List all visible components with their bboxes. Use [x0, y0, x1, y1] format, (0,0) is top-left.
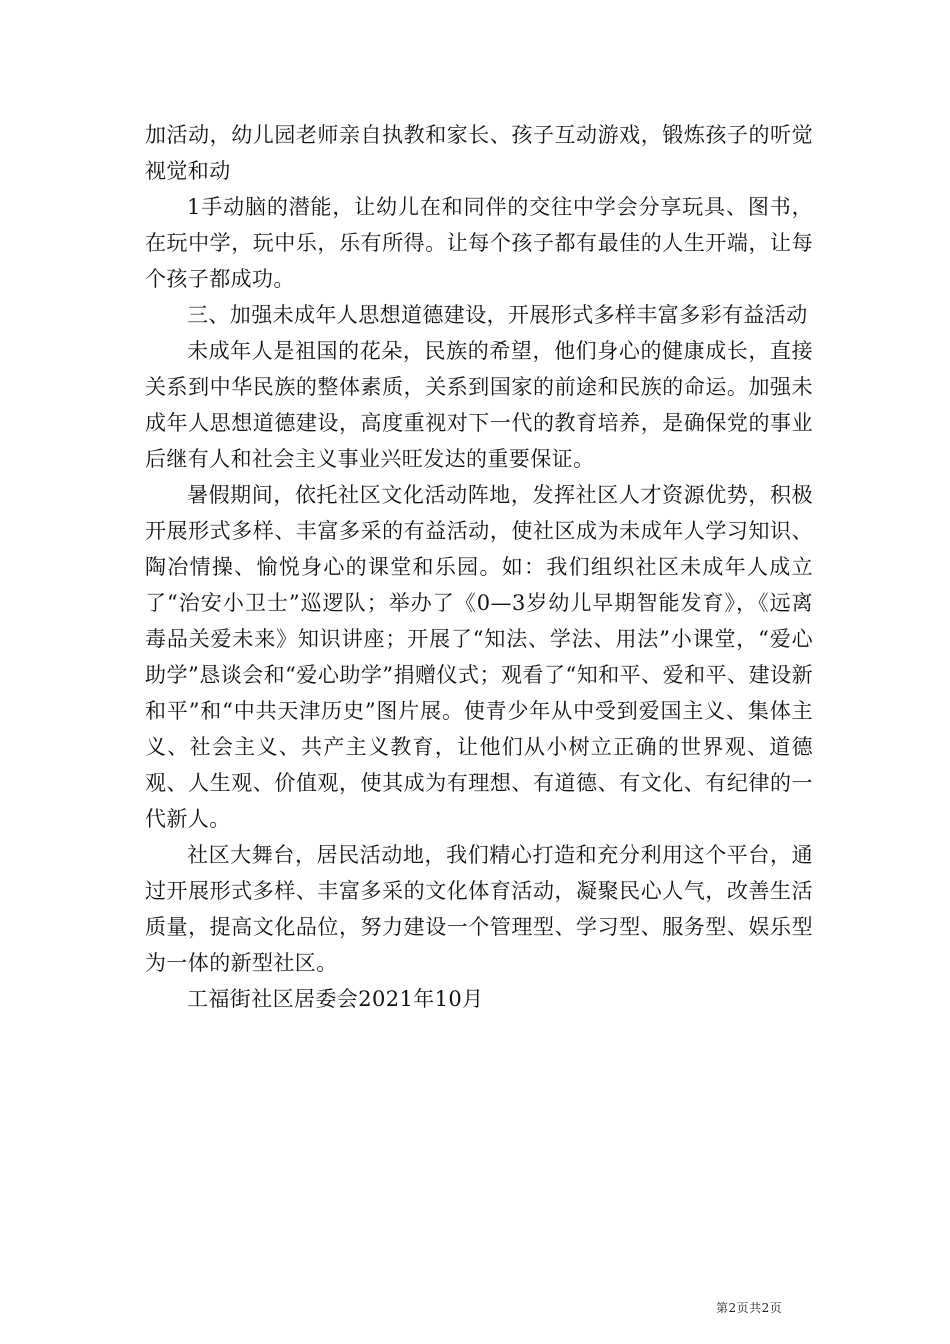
paragraph-2: 1手动脑的潜能，让幼儿在和同伴的交往中学会分享玩具、图书，在玩中学，玩中乐，乐有所得。让每个孩子都有最佳的人生开端，让每个孩子都成功。	[145, 195, 813, 291]
page-number-footer: 第2页共2页	[716, 1301, 783, 1315]
paragraph-6: 社区大舞台，居民活动地，我们精心打造和充分利用这个平台，通过开展形式多样、丰富多采的文化体育活动，凝聚民心人气，改善生活质量，提高文化品位，努力建设一个管理型、学习型、服务型、娱乐型为一体的新型社区。	[145, 843, 813, 975]
signature-line: 工福街社区居委会2021年10月	[187, 987, 484, 1011]
paragraph-1: 加活动，幼儿园老师亲自执教和家长、孩子互动游戏，锻炼孩子的听觉视觉和动	[145, 123, 813, 183]
paragraph-4: 未成年人是祖国的花朵，民族的希望，他们身心的健康成长，直接关系到中华民族的整体素质，关系到国家的前途和民族的命运。加强未成年人思想道德建设，高度重视对下一代的教育培养，是确保党的事业后继有人和社会主义事业兴旺发达的重要保证。	[145, 339, 813, 471]
paragraph-5: 暑假期间，依托社区文化活动阵地，发挥社区人才资源优势，积极开展形式多样、丰富多采的有益活动，使社区成为未成年人学习知识、陶冶情操、愉悦身心的课堂和乐园。如：我们组织社区未成年人成立了“治安小卫士”巡逻队；举办了《0—3岁幼儿早期智能发育》，《远离毒品关爱未来》知识讲座；开展了“知法、学法、用法”小课堂，“爱心助学”恳谈会和“爱心助学”捐赠仪式；观看了“知和平、爱和平、建设新和平”和“中共天津历史”图片展。使青少年从中受到爱国主义、集体主义、社会主义、共产主义教育，让他们从小树立正确的世界观、道德观、人生观、价值观，使其成为有理想、有道德、有文化、有纪律的一代新人。	[145, 483, 813, 831]
document-body	[145, 117, 813, 1017]
section-heading-3: 三、加强未成年人思想道德建设，开展形式多样丰富多彩有益活动	[187, 303, 808, 327]
